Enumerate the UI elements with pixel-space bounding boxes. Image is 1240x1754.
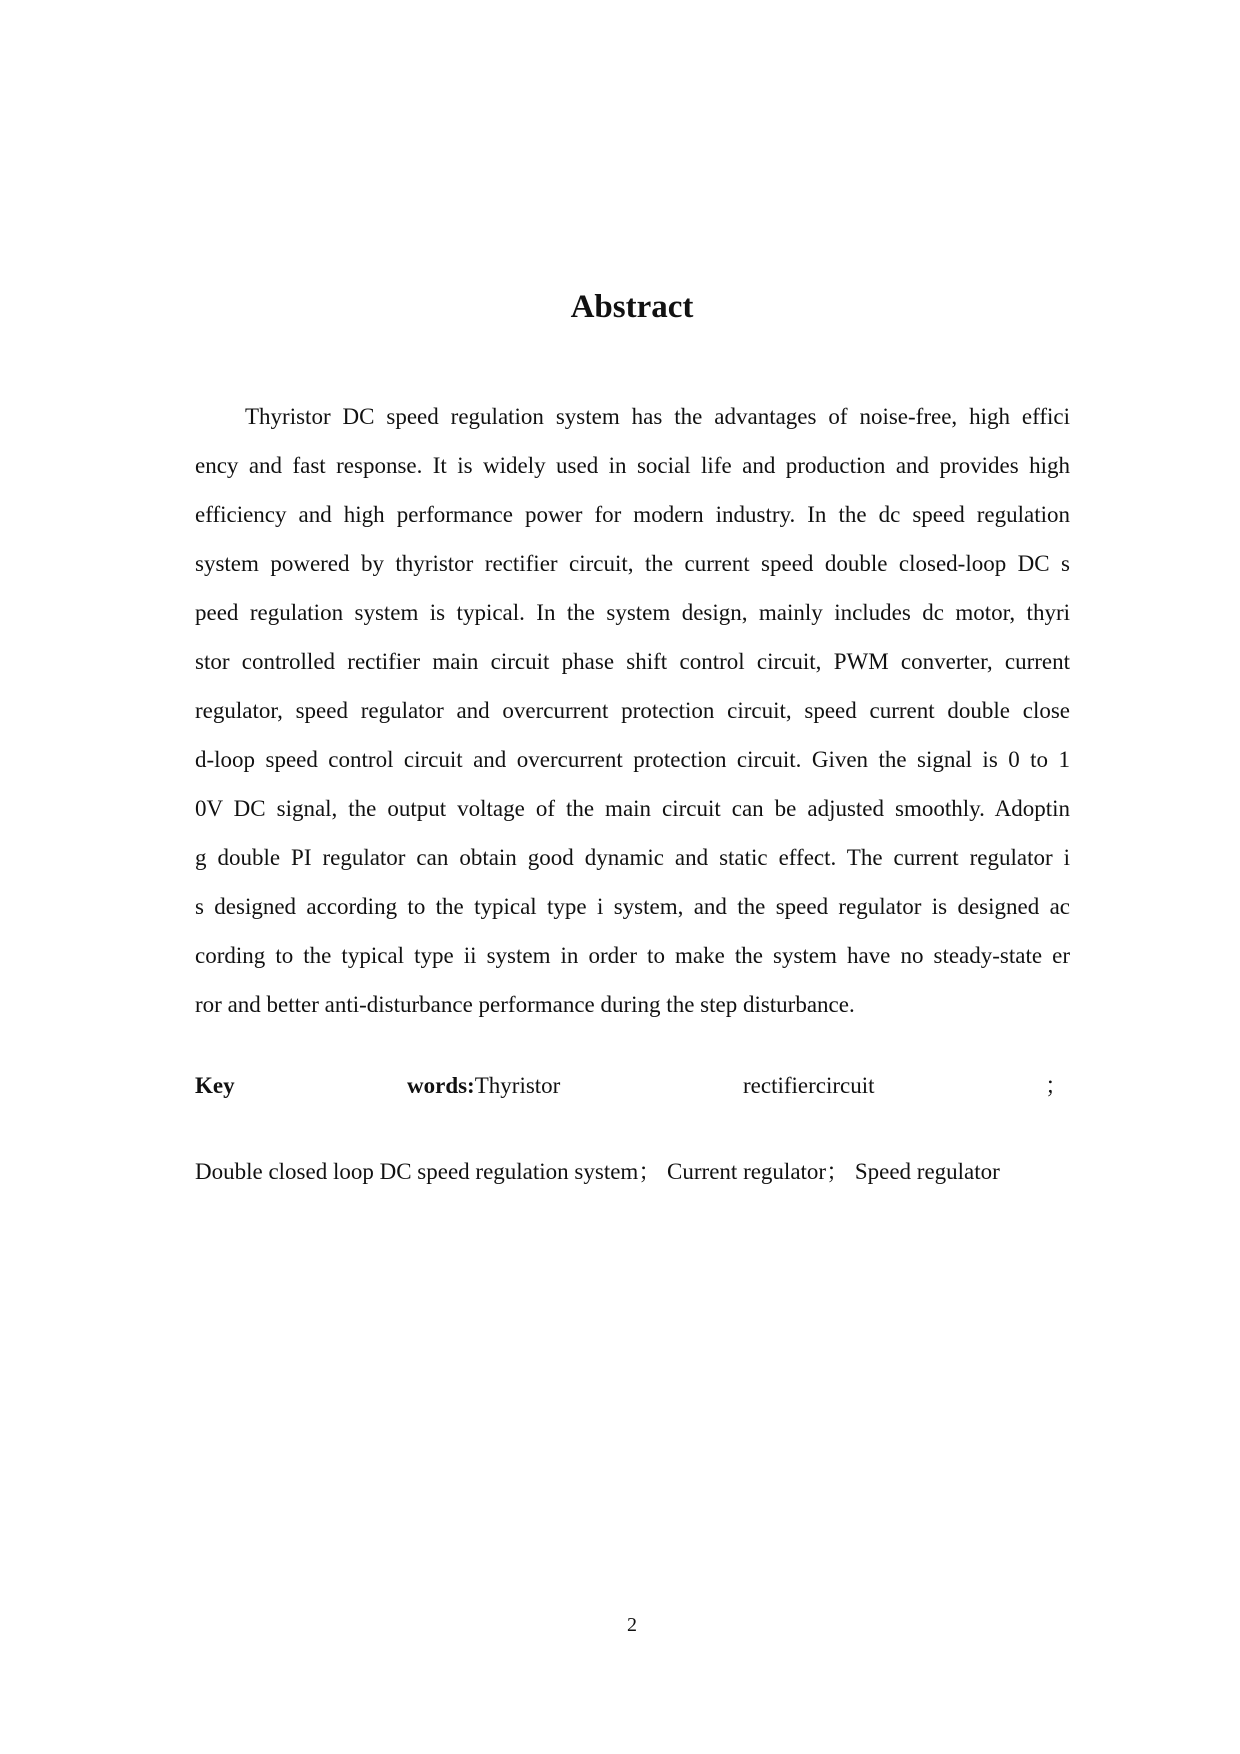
- abstract-line: 0V DC signal, the output voltage of the main circuit can be adjusted smoothly. Adoptin: [195, 796, 1070, 821]
- abstract-line: g double PI regulator can obtain good dynamic and static effect. The current regulator i: [195, 845, 1070, 870]
- keywords-label-key: Key: [195, 1073, 235, 1098]
- abstract-line: efficiency and high performance power for modern industry. In the dc speed regulation: [195, 502, 1070, 527]
- abstract-line: d-loop speed control circuit and overcurrent protection circuit. Given the signal is 0 to 1: [195, 747, 1070, 772]
- abstract-line: ror and better anti-disturbance performance during the step disturbance.: [195, 992, 855, 1017]
- abstract-line: s designed according to the typical type i system, and the speed regulator is designed ac: [195, 894, 1070, 919]
- abstract-body: [195, 392, 1070, 1029]
- abstract-line: Thyristor DC speed regulation system has the advantages of noise-free, high effici: [245, 404, 1070, 429]
- abstract-line: cording to the typical type ii system in order to make the system have no steady-state er: [195, 943, 1070, 968]
- abstract-line: stor controlled rectifier main circuit phase shift control circuit, PWM converter, current: [195, 649, 1070, 674]
- keyword-term: rectifiercircuit: [743, 1073, 875, 1098]
- abstract-line: peed regulation system is typical. In the system design, mainly includes dc motor, thyri: [195, 600, 1070, 625]
- abstract-line: regulator, speed regulator and overcurrent protection circuit, speed current double close: [195, 698, 1070, 723]
- abstract-line: system powered by thyristor rectifier circuit, the current speed double closed-loop DC s: [195, 551, 1070, 576]
- abstract-line: ency and fast response. It is widely used in social life and production and provides high: [195, 453, 1070, 478]
- keywords-label-and-term: [407, 1066, 560, 1106]
- keywords-label-words: words:: [407, 1073, 475, 1098]
- keyword-term: Thyristor: [474, 1073, 561, 1098]
- page-number: 2: [627, 1614, 637, 1636]
- keywords-line-1: [195, 1066, 1070, 1106]
- keywords-line-2: Double closed loop DC speed regulation system； Current regulator； Speed regulator: [195, 1159, 1000, 1184]
- keyword-separator: ；: [1045, 1073, 1068, 1098]
- abstract-title: Abstract: [570, 289, 694, 325]
